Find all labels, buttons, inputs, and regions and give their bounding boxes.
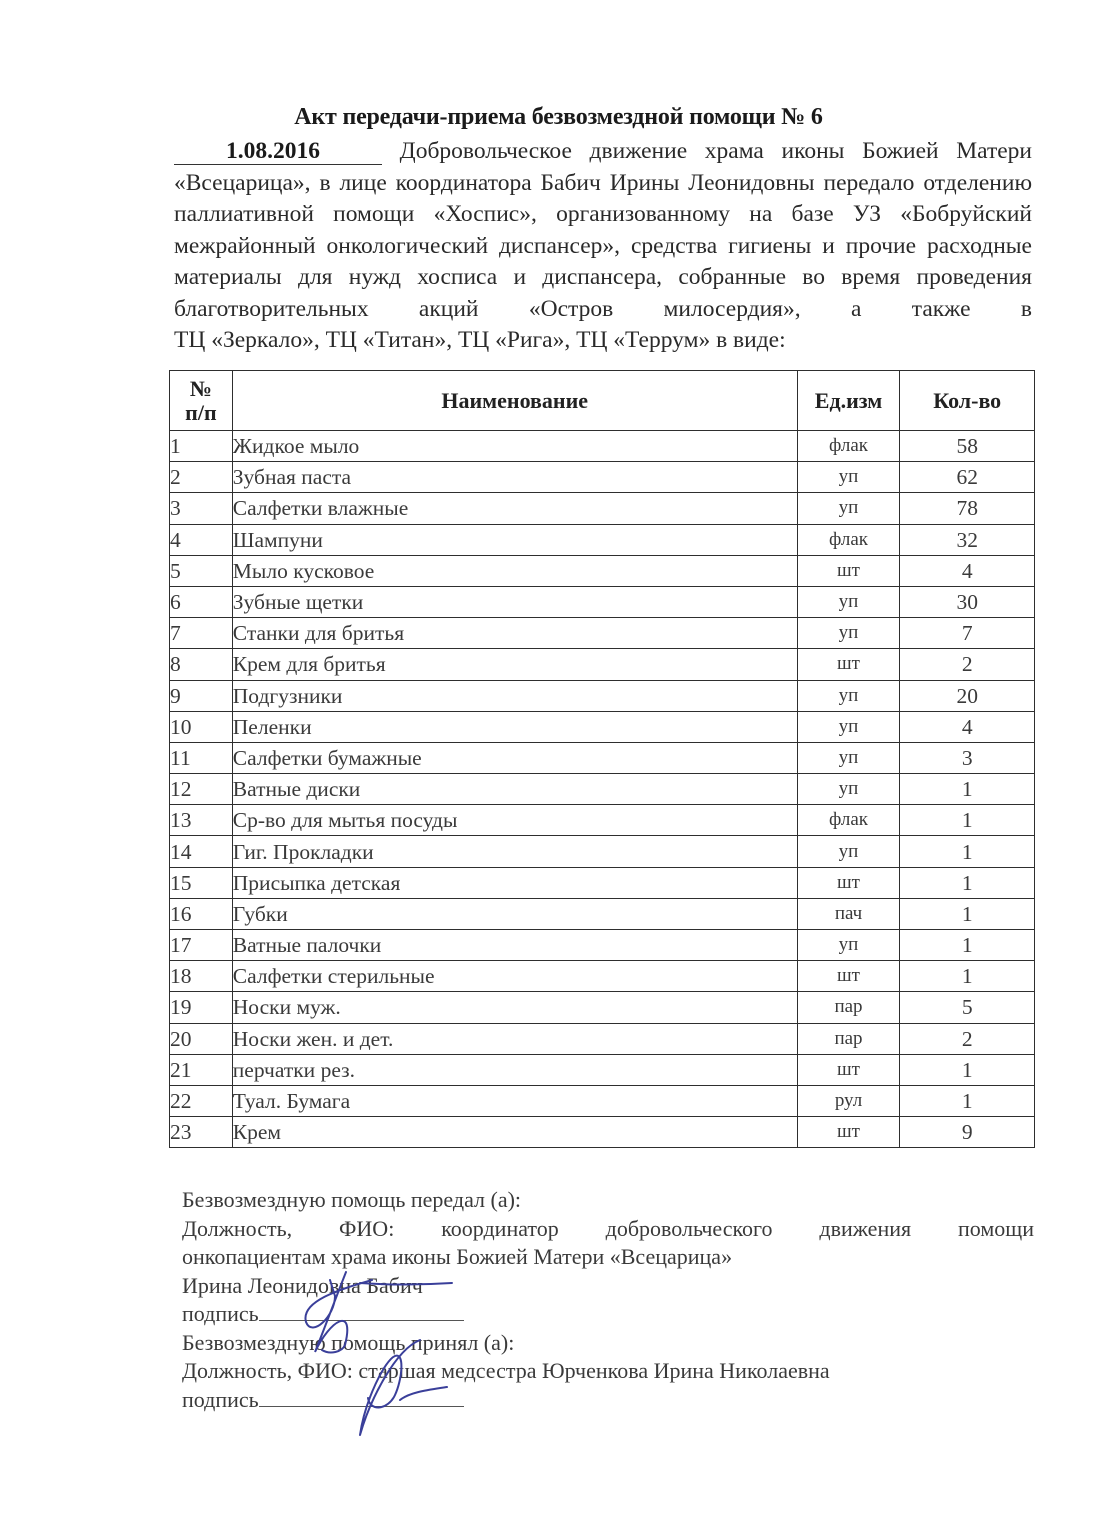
item-unit: уп [797, 493, 900, 524]
item-name: Туал. Бумага [232, 1085, 797, 1116]
table-row [170, 586, 1035, 617]
header-number [170, 371, 233, 431]
item-quantity: 62 [900, 462, 1035, 493]
item-unit: пач [797, 898, 900, 929]
row-number: 8 [170, 649, 233, 680]
signatures-section [182, 1186, 1034, 1414]
item-unit: уп [797, 930, 900, 961]
item-quantity: 30 [900, 586, 1035, 617]
item-unit: уп [797, 462, 900, 493]
intro-first-line: Добровольческое движение храма иконы Божией Матери [399, 138, 1033, 164]
item-name: перчатки рез. [232, 1054, 797, 1085]
item-quantity: 1 [900, 805, 1035, 836]
row-number: 2 [170, 462, 233, 493]
document-date: 1.08.2016 [174, 138, 382, 165]
table-row [170, 649, 1035, 680]
item-unit: пар [797, 992, 900, 1023]
row-number: 11 [170, 742, 233, 773]
row-number: 19 [170, 992, 233, 1023]
table-row [170, 805, 1035, 836]
item-quantity: 1 [900, 898, 1035, 929]
table-row [170, 680, 1035, 711]
table-row [170, 555, 1035, 586]
signature-line-2 [259, 1388, 464, 1407]
item-quantity: 78 [900, 493, 1035, 524]
table-row [170, 524, 1035, 555]
transferred-position-line1: Должность, ФИО: координатор добровольческого движения помощи [182, 1215, 1034, 1241]
document-title: Акт передачи-приема безвозмездной помощи № 6 [294, 104, 823, 130]
item-unit: уп [797, 680, 900, 711]
item-quantity: 4 [900, 711, 1035, 742]
table-row [170, 1023, 1035, 1054]
item-name: Гиг. Прокладки [232, 836, 797, 867]
header-number-sub: п/п [185, 399, 217, 425]
table-row [170, 431, 1035, 462]
row-number: 5 [170, 555, 233, 586]
item-unit: уп [797, 711, 900, 742]
item-unit: флак [797, 805, 900, 836]
table-body [170, 431, 1035, 1148]
row-number: 12 [170, 774, 233, 805]
table-header-row [170, 371, 1035, 431]
header-unit: Ед.изм [797, 371, 900, 431]
row-number: 4 [170, 524, 233, 555]
row-number: 18 [170, 961, 233, 992]
item-unit: уп [797, 742, 900, 773]
row-number: 22 [170, 1085, 233, 1116]
table-row [170, 1085, 1035, 1116]
row-number: 15 [170, 867, 233, 898]
table-row [170, 742, 1035, 773]
item-quantity: 2 [900, 649, 1035, 680]
row-number: 10 [170, 711, 233, 742]
signature-label-2: подпись [182, 1386, 259, 1412]
item-name: Крем [232, 1117, 797, 1148]
table-row [170, 618, 1035, 649]
item-name: Шампуни [232, 524, 797, 555]
item-name: Носки муж. [232, 992, 797, 1023]
row-number: 16 [170, 898, 233, 929]
item-name: Ватные диски [232, 774, 797, 805]
item-name: Салфетки стерильные [232, 961, 797, 992]
signature-line [259, 1302, 464, 1321]
item-name: Салфетки влажные [232, 493, 797, 524]
item-name: Крем для бритья [232, 649, 797, 680]
item-name: Подгузники [232, 680, 797, 711]
header-quantity: Кол-во [900, 371, 1035, 431]
item-quantity: 1 [900, 774, 1035, 805]
intro-paragraph [174, 136, 1032, 357]
item-name: Пеленки [232, 711, 797, 742]
row-number: 21 [170, 1054, 233, 1085]
item-name: Носки жен. и дет. [232, 1023, 797, 1054]
table-row [170, 867, 1035, 898]
item-quantity: 1 [900, 1085, 1035, 1116]
received-label: Безвозмездную помощь принял (а): [182, 1329, 515, 1355]
row-number: 17 [170, 930, 233, 961]
item-unit: уп [797, 774, 900, 805]
table-row [170, 961, 1035, 992]
item-name: Мыло кусковое [232, 555, 797, 586]
intro-body: «Всецарица», в лице координатора Бабич Ирины Леонидовны передало отделению паллиативной помощи «Хоспис», организованному на базе УЗ «Бобруйский межрайонный онкологический диспансер», средства гигиены и прочие расходные материалы для нужд хосписа и диспансера, собранные во время проведения благотворительных акций «Остров милосердия», а также в [174, 169, 1032, 322]
row-number: 9 [170, 680, 233, 711]
item-quantity: 20 [900, 680, 1035, 711]
item-unit: рул [797, 1085, 900, 1116]
item-unit: шт [797, 649, 900, 680]
table-row [170, 836, 1035, 867]
item-unit: уп [797, 618, 900, 649]
intro-last-line: ТЦ «Зеркало», ТЦ «Титан», ТЦ «Рига», ТЦ «Террум» в виде: [174, 327, 786, 353]
table-row [170, 1054, 1035, 1085]
item-unit: шт [797, 961, 900, 992]
items-table [169, 370, 1035, 1148]
item-quantity: 5 [900, 992, 1035, 1023]
item-quantity: 58 [900, 431, 1035, 462]
row-number: 13 [170, 805, 233, 836]
table-row [170, 493, 1035, 524]
item-unit: уп [797, 586, 900, 617]
row-number: 1 [170, 431, 233, 462]
item-unit: шт [797, 1117, 900, 1148]
item-quantity: 1 [900, 1054, 1035, 1085]
item-unit: шт [797, 867, 900, 898]
item-name: Жидкое мыло [232, 431, 797, 462]
item-name: Станки для бритья [232, 618, 797, 649]
transferred-name: Ирина Леонидовна Бабич [182, 1272, 423, 1298]
row-number: 20 [170, 1023, 233, 1054]
row-number: 14 [170, 836, 233, 867]
item-unit: флак [797, 431, 900, 462]
item-quantity: 1 [900, 867, 1035, 898]
item-quantity: 1 [900, 836, 1035, 867]
item-unit: флак [797, 524, 900, 555]
item-name: Салфетки бумажные [232, 742, 797, 773]
item-quantity: 3 [900, 742, 1035, 773]
item-name: Ср-во для мытья посуды [232, 805, 797, 836]
signature-label: подпись [182, 1301, 259, 1326]
received-signature-row [182, 1386, 1034, 1415]
item-name: Губки [232, 898, 797, 929]
transferred-label: Безвозмездную помощь передал (а): [182, 1187, 522, 1212]
item-quantity: 32 [900, 524, 1035, 555]
row-number: 6 [170, 586, 233, 617]
item-name: Ватные палочки [232, 930, 797, 961]
table-row [170, 711, 1035, 742]
item-name: Зубная паста [232, 462, 797, 493]
item-quantity: 4 [900, 555, 1035, 586]
table-row [170, 930, 1035, 961]
item-unit: шт [797, 555, 900, 586]
item-unit: уп [797, 836, 900, 867]
row-number: 23 [170, 1117, 233, 1148]
item-quantity: 9 [900, 1117, 1035, 1148]
item-quantity: 2 [900, 1023, 1035, 1054]
row-number: 3 [170, 493, 233, 524]
table-row [170, 1117, 1035, 1148]
item-name: Присыпка детская [232, 867, 797, 898]
header-name: Наименование [232, 371, 797, 431]
header-number-symbol: № [189, 375, 212, 401]
item-quantity: 1 [900, 961, 1035, 992]
table-row [170, 992, 1035, 1023]
row-number: 7 [170, 618, 233, 649]
transferred-signature-row [182, 1300, 1034, 1329]
received-position: Должность, ФИО: старшая медсестра Юрченкова Ирина Николаевна [182, 1358, 830, 1383]
table-row [170, 774, 1035, 805]
table-row [170, 462, 1035, 493]
item-quantity: 7 [900, 618, 1035, 649]
item-unit: пар [797, 1023, 900, 1054]
table-row [170, 898, 1035, 929]
item-name: Зубные щетки [232, 586, 797, 617]
transferred-position-line2: онкопациентам храма иконы Божией Матери «Всецарица» [182, 1244, 733, 1269]
item-quantity: 1 [900, 930, 1035, 961]
item-unit: шт [797, 1054, 900, 1085]
